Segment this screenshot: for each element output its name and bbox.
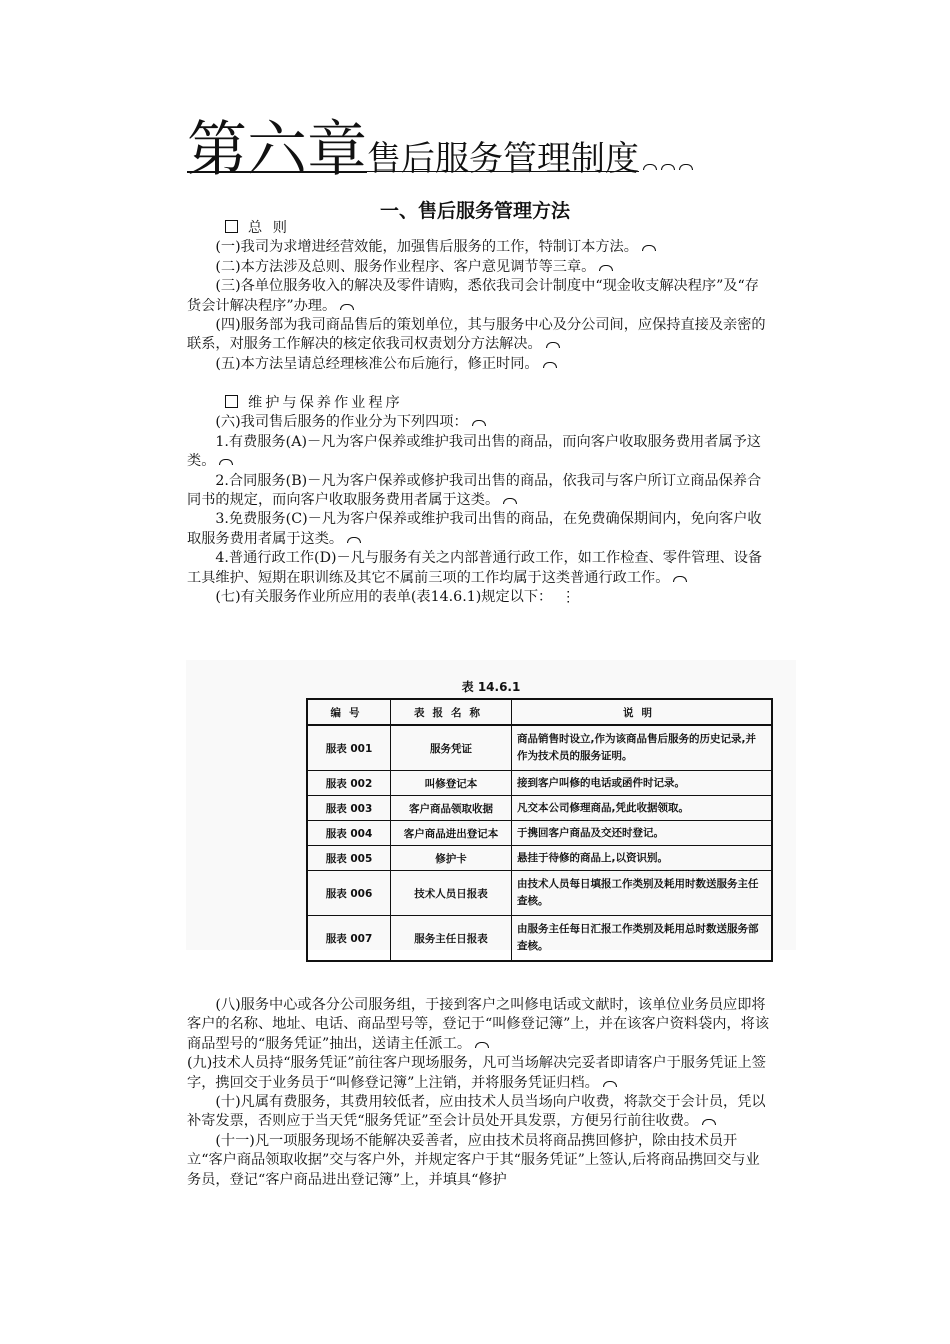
paragraph-mark-icon <box>673 576 687 582</box>
table-cell: 技术人员日报表 <box>391 871 512 916</box>
chapter-name: 售后服务管理制度 <box>367 139 639 179</box>
chapter-number: 第六章 <box>187 115 367 185</box>
paragraph: (一)我司为求增进经营效能，加强售后服务的工作，特制订本方法。 <box>187 238 772 257</box>
table-cell: 服务凭证 <box>391 725 512 771</box>
paragraph: 2.合同服务(B)－凡为客户保养或修护我司出售的商品，依我司与客户所订立商品保养合同书的规定，而向客户收取服务费用者属于这类。 <box>187 472 762 509</box>
paragraph: (五)本方法呈请总经理核准公布后施行，修正时同。 <box>187 355 772 374</box>
paragraph-mark-icon <box>475 1042 489 1048</box>
table-cell: 悬挂于待修的商品上,以资识别。 <box>512 846 773 871</box>
paragraph: (七)有关服务作业所应用的表单(表14.6.1)规定以下： ⋮ <box>215 589 576 606</box>
paragraph-mark-icon <box>543 362 557 368</box>
table-cell: 接到客户叫修的电话或函件时记录。 <box>512 771 773 796</box>
paragraph: (四)服务部为我司商品售后的策划单位，其与服务中心及分公司间，应保持直接及亲密的联系，对服务工作解决的核定依我司权责划分方法解决。 <box>187 317 766 353</box>
paragraph-mark-icon <box>702 1119 716 1125</box>
column-header: 表报名称 <box>391 699 512 725</box>
paragraph: (十)凡属有费服务，其费用较低者，应由技术人员当场向户收费，将款交于会计员，凭以补寄发票，否则应于当天凭“服务凭证”至会计员处开具发票，方便另行前往收费。 <box>187 1094 766 1130</box>
checkbox-icon <box>225 395 238 408</box>
paragraph: (八)服务中心或各分公司服务组，于接到客户之叫修电话或文献时，该单位业务员应即将客户的名称、地址、电话、商品型号等，登记于“叫修登记簿”上，并在该客户资料袋内，将该商品型号的“服务凭证”抽出，送请主任派工。 <box>187 997 770 1052</box>
paragraph: (十一)凡一项服务现场不能解决妥善者，应由技术员将商品携回修护，除由技术员开立“客户商品领取收据”交与客户外，并规定客户于其“服务凭证”上签认,后将商品携回交与业务员，登记“客户商品进出登记簿”上，并填具“修护 <box>187 1132 760 1188</box>
table-cell: 服表 003 <box>307 796 391 821</box>
paragraph-mark-icon <box>347 537 361 543</box>
vertical-ellipsis-icon: ⋮ <box>561 589 576 606</box>
table-row <box>307 796 772 821</box>
forms-table <box>306 698 773 962</box>
table-cell: 服表 002 <box>307 771 391 796</box>
table-row <box>307 725 772 771</box>
column-header: 说明 <box>512 699 773 725</box>
section-procedures <box>187 996 772 1190</box>
table-row <box>307 871 772 916</box>
table-cell: 由技术人员每日填报工作类别及耗用时数送服务主任查核。 <box>512 871 773 916</box>
section-maintenance <box>187 394 772 607</box>
table-cell: 服表 007 <box>307 916 391 962</box>
table-image <box>186 660 796 950</box>
table-cell: 服表 001 <box>307 725 391 771</box>
table-cell: 于携回客户商品及交还时登记。 <box>512 821 773 846</box>
paragraph-mark-icon <box>546 342 560 348</box>
paragraph-mark-icon <box>472 420 486 426</box>
chapter-title <box>187 115 693 185</box>
table-cell: 服表 004 <box>307 821 391 846</box>
paragraph-mark-icon <box>603 1081 617 1087</box>
paragraph: 3.免费服务(C)－凡为客户保养或维护我司出售的商品，在免费确保期间内，免向客户收取服务费用者属于这类。 <box>187 511 762 547</box>
paragraph-mark-icon <box>503 498 517 504</box>
paragraph: 4.普通行政工作(D)－凡与服务有关之内部普通行政工作，如工作检查、零件管理、设备工具维护、短期在职训练及其它不属前三项的工作均属于这类普通行政工作。 <box>187 550 763 586</box>
paragraph: (三)各单位服务收入的解决及零件请购，悉依我司会计制度中“现金收支解决程序”及“存货会计解决程序”办理。 <box>187 278 759 314</box>
paragraph-mark-icon <box>679 164 693 170</box>
table-cell: 客户商品进出登记本 <box>391 821 512 846</box>
paragraph-mark-icon <box>599 265 613 271</box>
table-cell: 叫修登记本 <box>391 771 512 796</box>
table-title: 表 14.6.1 <box>461 680 521 694</box>
paragraph-mark-icon <box>661 164 675 170</box>
table-row <box>307 916 772 962</box>
paragraph: (二)本方法涉及总则、服务作业程序、客户意见调节等三章。 <box>187 258 772 277</box>
table-cell: 商品销售时设立,作为该商品售后服务的历史记录,并作为技术员的服务证明。 <box>512 725 773 771</box>
paragraph: 1.有费服务(A)－凡为客户保养或维护我司出售的商品，而向客户收取服务费用者属予这类。 <box>187 433 761 470</box>
table-cell: 客户商品领取收据 <box>391 796 512 821</box>
checkbox-icon <box>225 220 238 233</box>
paragraph-mark-icon <box>340 304 354 310</box>
table-cell: 由服务主任每日汇报工作类别及耗用总时数送服务部查核。 <box>512 916 773 962</box>
table-row <box>307 846 772 871</box>
table-cell: 服表 006 <box>307 871 391 916</box>
paragraph-mark-icon <box>643 164 657 170</box>
table-row <box>307 821 772 846</box>
paragraph: (九)技术人员持“服务凭证”前往客户现场服务，凡可当场解决完妥者即请客户于服务凭证上签字，携回交于业务员于“叫修登记簿”上注销，并将服务凭证归档。 <box>187 1055 766 1091</box>
paragraph-mark-icon <box>219 459 233 465</box>
table-cell: 修护卡 <box>391 846 512 871</box>
section-general <box>187 219 772 374</box>
section-heading: 维护与保养作业程序 <box>187 394 772 413</box>
column-header: 编号 <box>307 699 391 725</box>
paragraph-mark-icon <box>642 245 656 251</box>
paragraph: (六)我司售后服务的作业分为下列四项： <box>187 413 772 432</box>
section-title: 一、售后服务管理方法 <box>379 200 570 222</box>
table-row <box>307 771 772 796</box>
table-cell: 服表 005 <box>307 846 391 871</box>
section-heading: 总 则 <box>187 219 772 238</box>
table-cell: 服务主任日报表 <box>391 916 512 962</box>
table-cell: 凡交本公司修理商品,凭此收据领取。 <box>512 796 773 821</box>
